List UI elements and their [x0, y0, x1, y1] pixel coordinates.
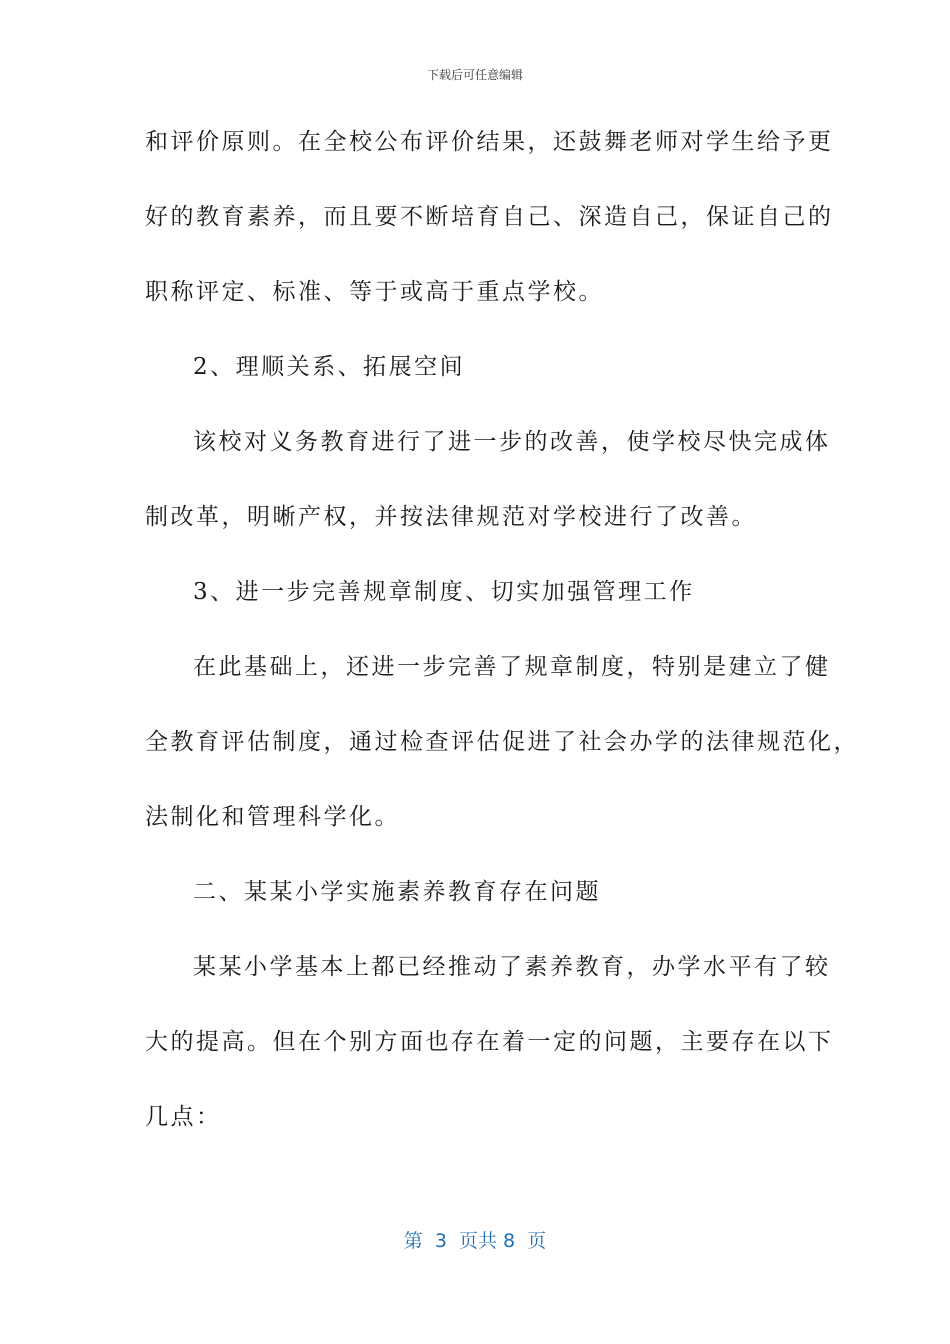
section-heading: 3、进一步完善规章制度、切实加强管理工作 [193, 579, 695, 605]
paragraph-line: 好的教育素养，而且要不断培育自己、深造自己，保证自己的 [145, 204, 834, 230]
paragraph-line: 制改革，明晰产权，并按法律规范对学校进行了改善。 [145, 504, 757, 530]
page-header: 下载后可任意编辑 [426, 68, 523, 82]
paragraph-line: 在此基础上，还进一步完善了规章制度，特别是建立了健 [193, 654, 831, 680]
paragraph-line: 职称评定、标准、等于或高于重点学校。 [145, 279, 604, 305]
paragraph-line: 和评价原则。在全校公布评价结果，还鼓舞老师对学生给予更 [145, 129, 834, 155]
paragraph-line: 全教育评估制度，通过检查评估促进了社会办学的法律规范化， [145, 729, 859, 755]
section-heading: 二、某某小学实施素养教育存在问题 [193, 879, 601, 905]
paragraph-line: 几点： [145, 1104, 222, 1130]
paragraph-line: 某某小学基本上都已经推动了素养教育，办学水平有了较 [193, 954, 831, 980]
paragraph-line: 法制化和管理科学化。 [145, 804, 400, 830]
page-footer: 第 3 页共 8 页 [403, 1230, 547, 1252]
section-heading: 2、理顺关系、拓展空间 [193, 354, 466, 380]
paragraph-line: 该校对义务教育进行了进一步的改善，使学校尽快完成体 [193, 429, 831, 455]
paragraph-line: 大的提高。但在个别方面也存在着一定的问题，主要存在以下 [145, 1029, 834, 1055]
